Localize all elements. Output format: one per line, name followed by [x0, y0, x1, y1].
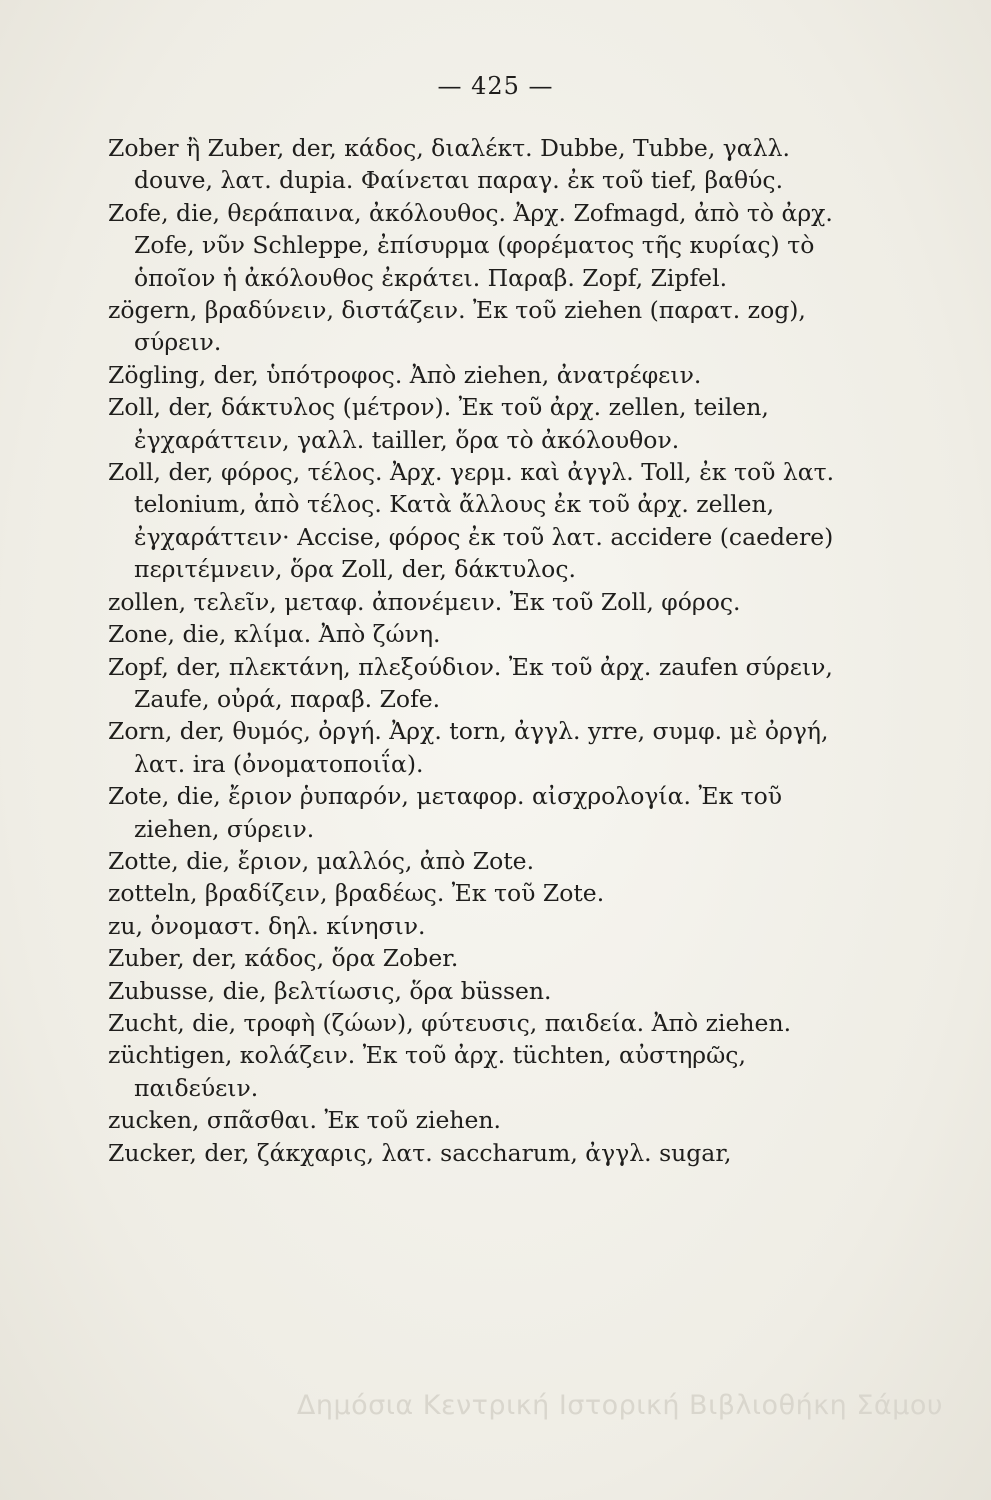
dictionary-entry: Zuber, der, κάδος, ὅρα Zober. [108, 944, 459, 973]
dictionary-entry: zollen, τελεῖν, μεταφ. ἀπονέμειν. Ἐκ τοῦ Zoll, φόρος. [108, 587, 741, 616]
dictionary-entry: Zotte, die, ἔριον, μαλλός, ἀπὸ Zote. [108, 846, 535, 875]
dictionary-entry: zucken, σπᾶσθαι. Ἐκ τοῦ ziehen. [108, 1106, 502, 1135]
library-watermark: Δημόσια Κεντρική Ιστορική Βιβλιοθήκη Σάμου [296, 1390, 943, 1421]
dictionary-entry: Zucht, die, τροφὴ (ζώων), φύτευσις, παιδεία. Ἀπὸ ziehen. [108, 1008, 792, 1037]
dictionary-entry: zotteln, βραδίζειν, βραδέως. Ἐκ τοῦ Zote. [108, 879, 605, 908]
dictionary-entry: Zote, die, ἔριον ῥυπαρόν, μεταφορ. αἰσχρολογία. Ἐκ τοῦ ziehen, σύρειν. [108, 782, 783, 843]
dictionary-entry: Zopf, der, πλεκτάνη, πλεξούδιον. Ἐκ τοῦ ἀρχ. zaufen σύρειν, Zaufe, οὐρά, παραβ. Zofe. [108, 652, 833, 713]
dictionary-entry: Zubusse, die, βελτίωσις, ὅρα büssen. [108, 976, 552, 1005]
dictionary-entry: Zober ἢ Zuber, der, κάδος, διαλέκτ. Dubbe, Tubbe, γαλλ. douve, λατ. dupia. Φαίνεται παραγ. ἐκ τοῦ tief, βαθύς. [108, 134, 790, 195]
dictionary-entry: Zofe, die, θεράπαινα, ἀκόλουθος. Ἀρχ. Zofmagd, ἀπὸ τὸ ἀρχ. Zofe, νῦν Schleppe, ἐπίσυρμα (φορέματος τῆς κυρίας) τὸ ὁποῖον ἡ ἀκόλουθος ἐκράτει. Παραβ. Zopf, Zipfel. [108, 198, 833, 292]
dictionary-entry: Zögling, der, ὑπότροφος. Ἀπὸ ziehen, ἀνατρέφειν. [108, 360, 702, 389]
dictionary-entry: Zoll, der, δάκτυλος (μέτρον). Ἐκ τοῦ ἀρχ. zellen, teilen, ἐγχαράττειν, γαλλ. tailler, ὅρα τὸ ἀκόλουθον. [108, 393, 769, 454]
dictionary-entry: Zone, die, κλίμα. Ἀπὸ ζώνη. [108, 620, 441, 649]
dictionary-entry: Zorn, der, θυμός, ὀργή. Ἀρχ. torn, ἀγγλ. yrre, συμφ. μὲ ὀργή, λατ. ira (ὀνοματοποιΐα). [108, 717, 829, 778]
dictionary-entries [108, 132, 856, 1169]
dictionary-entry: Zoll, der, φόρος, τέλος. Ἀρχ. γερμ. καὶ ἀγγλ. Toll, ἐκ τοῦ λατ. telonium, ἀπὸ τέλος. Κατὰ ἄλλους ἐκ τοῦ ἀρχ. zellen, ἐγχαράττειν· Accise, φόρος ἐκ τοῦ λατ. accidere (caedere) περιτέμνειν, ὅρα Zoll, der, δάκτυλος. [108, 458, 835, 584]
dictionary-entry: Zucker, der, ζάκχαρις, λατ. saccharum, ἀγγλ. sugar, [108, 1138, 732, 1167]
page-number: — 425 — [437, 72, 554, 100]
dictionary-entry: züchtigen, κολάζειν. Ἐκ τοῦ ἀρχ. tüchten, αὐστηρῶς, παιδεύειν. [108, 1041, 746, 1102]
dictionary-entry: zögern, βραδύνειν, διστάζειν. Ἐκ τοῦ ziehen (παρατ. zog), σύρειν. [108, 296, 806, 357]
dictionary-entry: zu, ὀνομαστ. δηλ. κίνησιν. [108, 911, 426, 940]
